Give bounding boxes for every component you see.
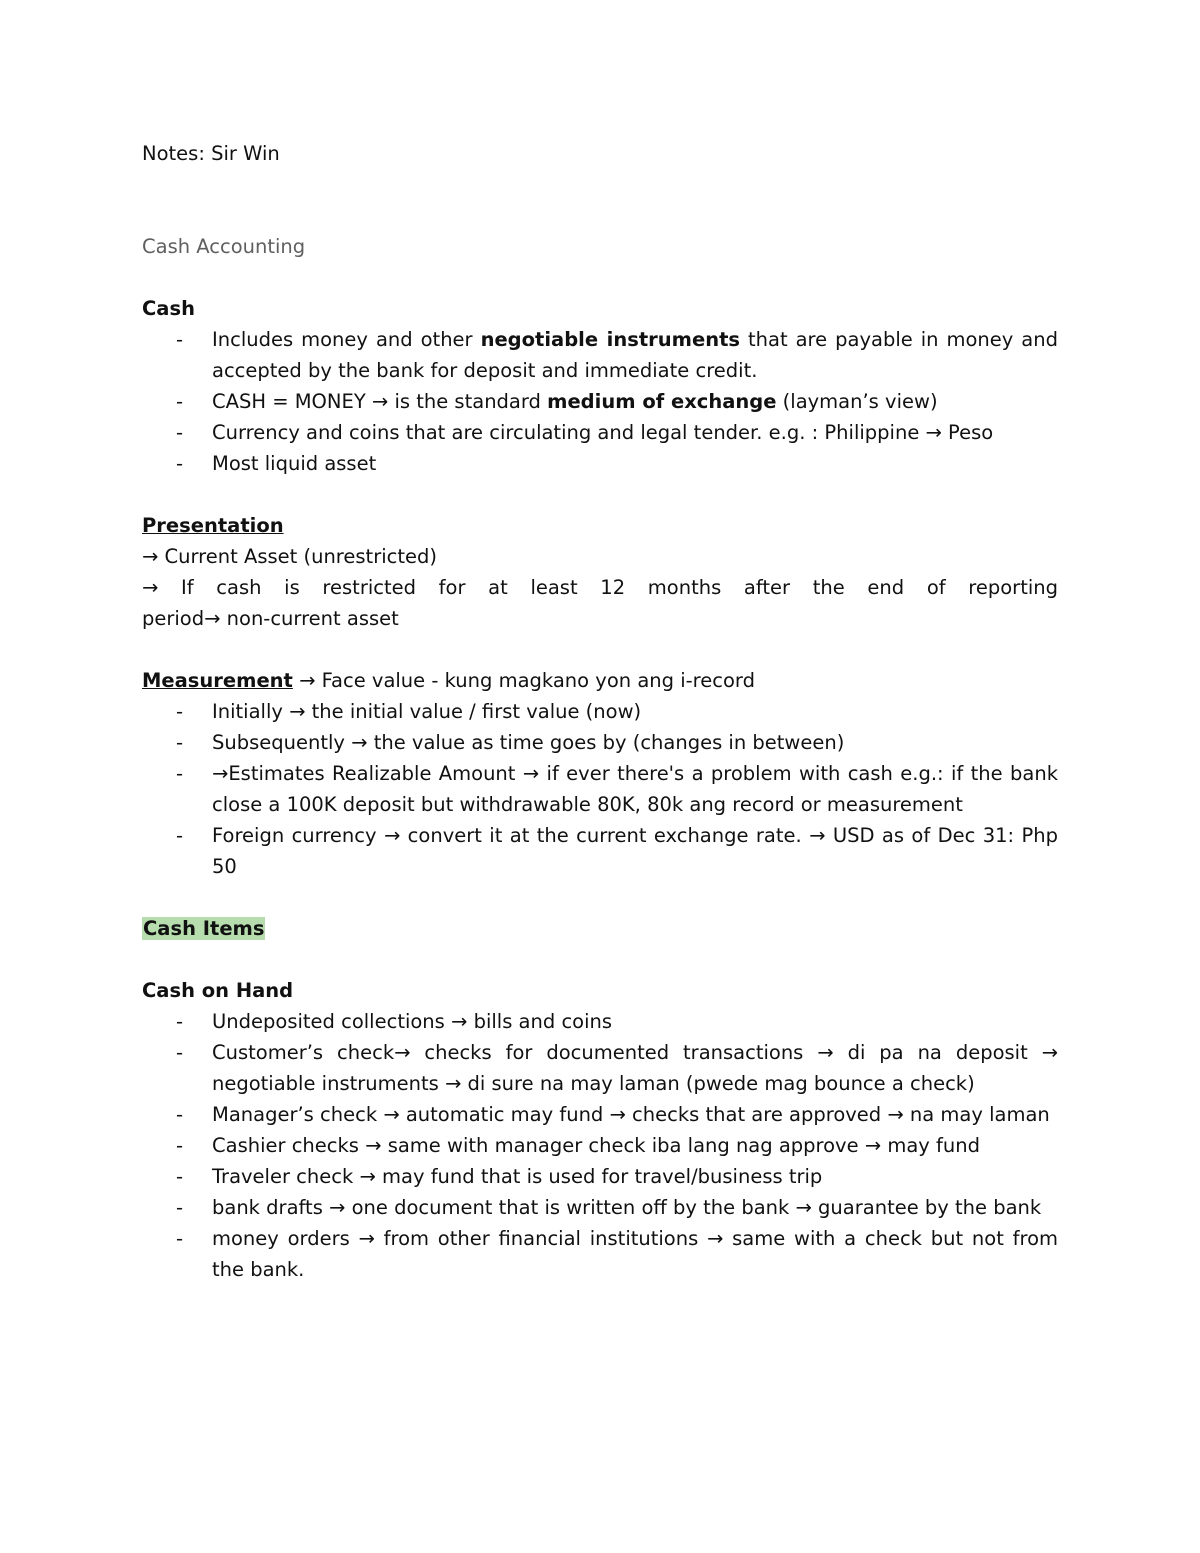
list-item: - →Estimates Realizable Amount → if ever there's a problem with cash e.g.: if the bank close a 100K deposit but withdrawable 80K, 80k ang record or measurement [142,758,1058,820]
presentation-line: → If cash is restricted for at least 12 months after the end of reporting [142,576,1058,599]
list-item: - Foreign currency → convert it at the current exchange rate. → USD as of Dec 31: Php 50 [142,820,1058,882]
cash-items-heading: Cash Items [143,917,265,940]
list-item: - money orders → from other financial institutions → same with a check but not from the bank. [142,1223,1058,1285]
list-item: - Subsequently → the value as time goes by (changes in between) [142,727,1058,758]
presentation-line: period→ non-current asset [142,607,399,630]
notes-header: Notes: Sir Win [142,142,280,165]
cash-heading: Cash [142,297,195,320]
document-subtitle: Cash Accounting [142,235,306,258]
cash-list [142,324,1058,479]
list-item: - Undeposited collections → bills and coins [142,1006,1058,1037]
list-item: - Includes money and other negotiable instruments that are payable in money and accepted by the bank for deposit and immediate credit. [142,324,1058,386]
measurement-heading: Measurement → Face value - kung magkano yon ang i-record [142,669,755,692]
list-item: - Traveler check → may fund that is used for travel/business trip [142,1161,1058,1192]
presentation-line: → Current Asset (unrestricted) [142,545,437,568]
list-item: - bank drafts → one document that is written off by the bank → guarantee by the bank [142,1192,1058,1223]
presentation-heading: Presentation [142,514,284,537]
list-item: - CASH = MONEY → is the standard medium of exchange (layman’s view) [142,386,1058,417]
cash-on-hand-list [142,1006,1058,1285]
list-item: - Manager’s check → automatic may fund → checks that are approved → na may laman [142,1099,1058,1130]
list-item: - Cashier checks → same with manager check iba lang nag approve → may fund [142,1130,1058,1161]
list-item: - Customer’s check→ checks for documented transactions → di pa na deposit → negotiable instruments → di sure na may laman (pwede mag bounce a check) [142,1037,1058,1099]
document-body [142,138,1058,1285]
list-item: - Most liquid asset [142,448,1058,479]
measurement-list [142,696,1058,882]
cash-on-hand-heading: Cash on Hand [142,979,294,1002]
list-item: - Currency and coins that are circulating and legal tender. e.g. : Philippine → Peso [142,417,1058,448]
list-item: - Initially → the initial value / first value (now) [142,696,1058,727]
